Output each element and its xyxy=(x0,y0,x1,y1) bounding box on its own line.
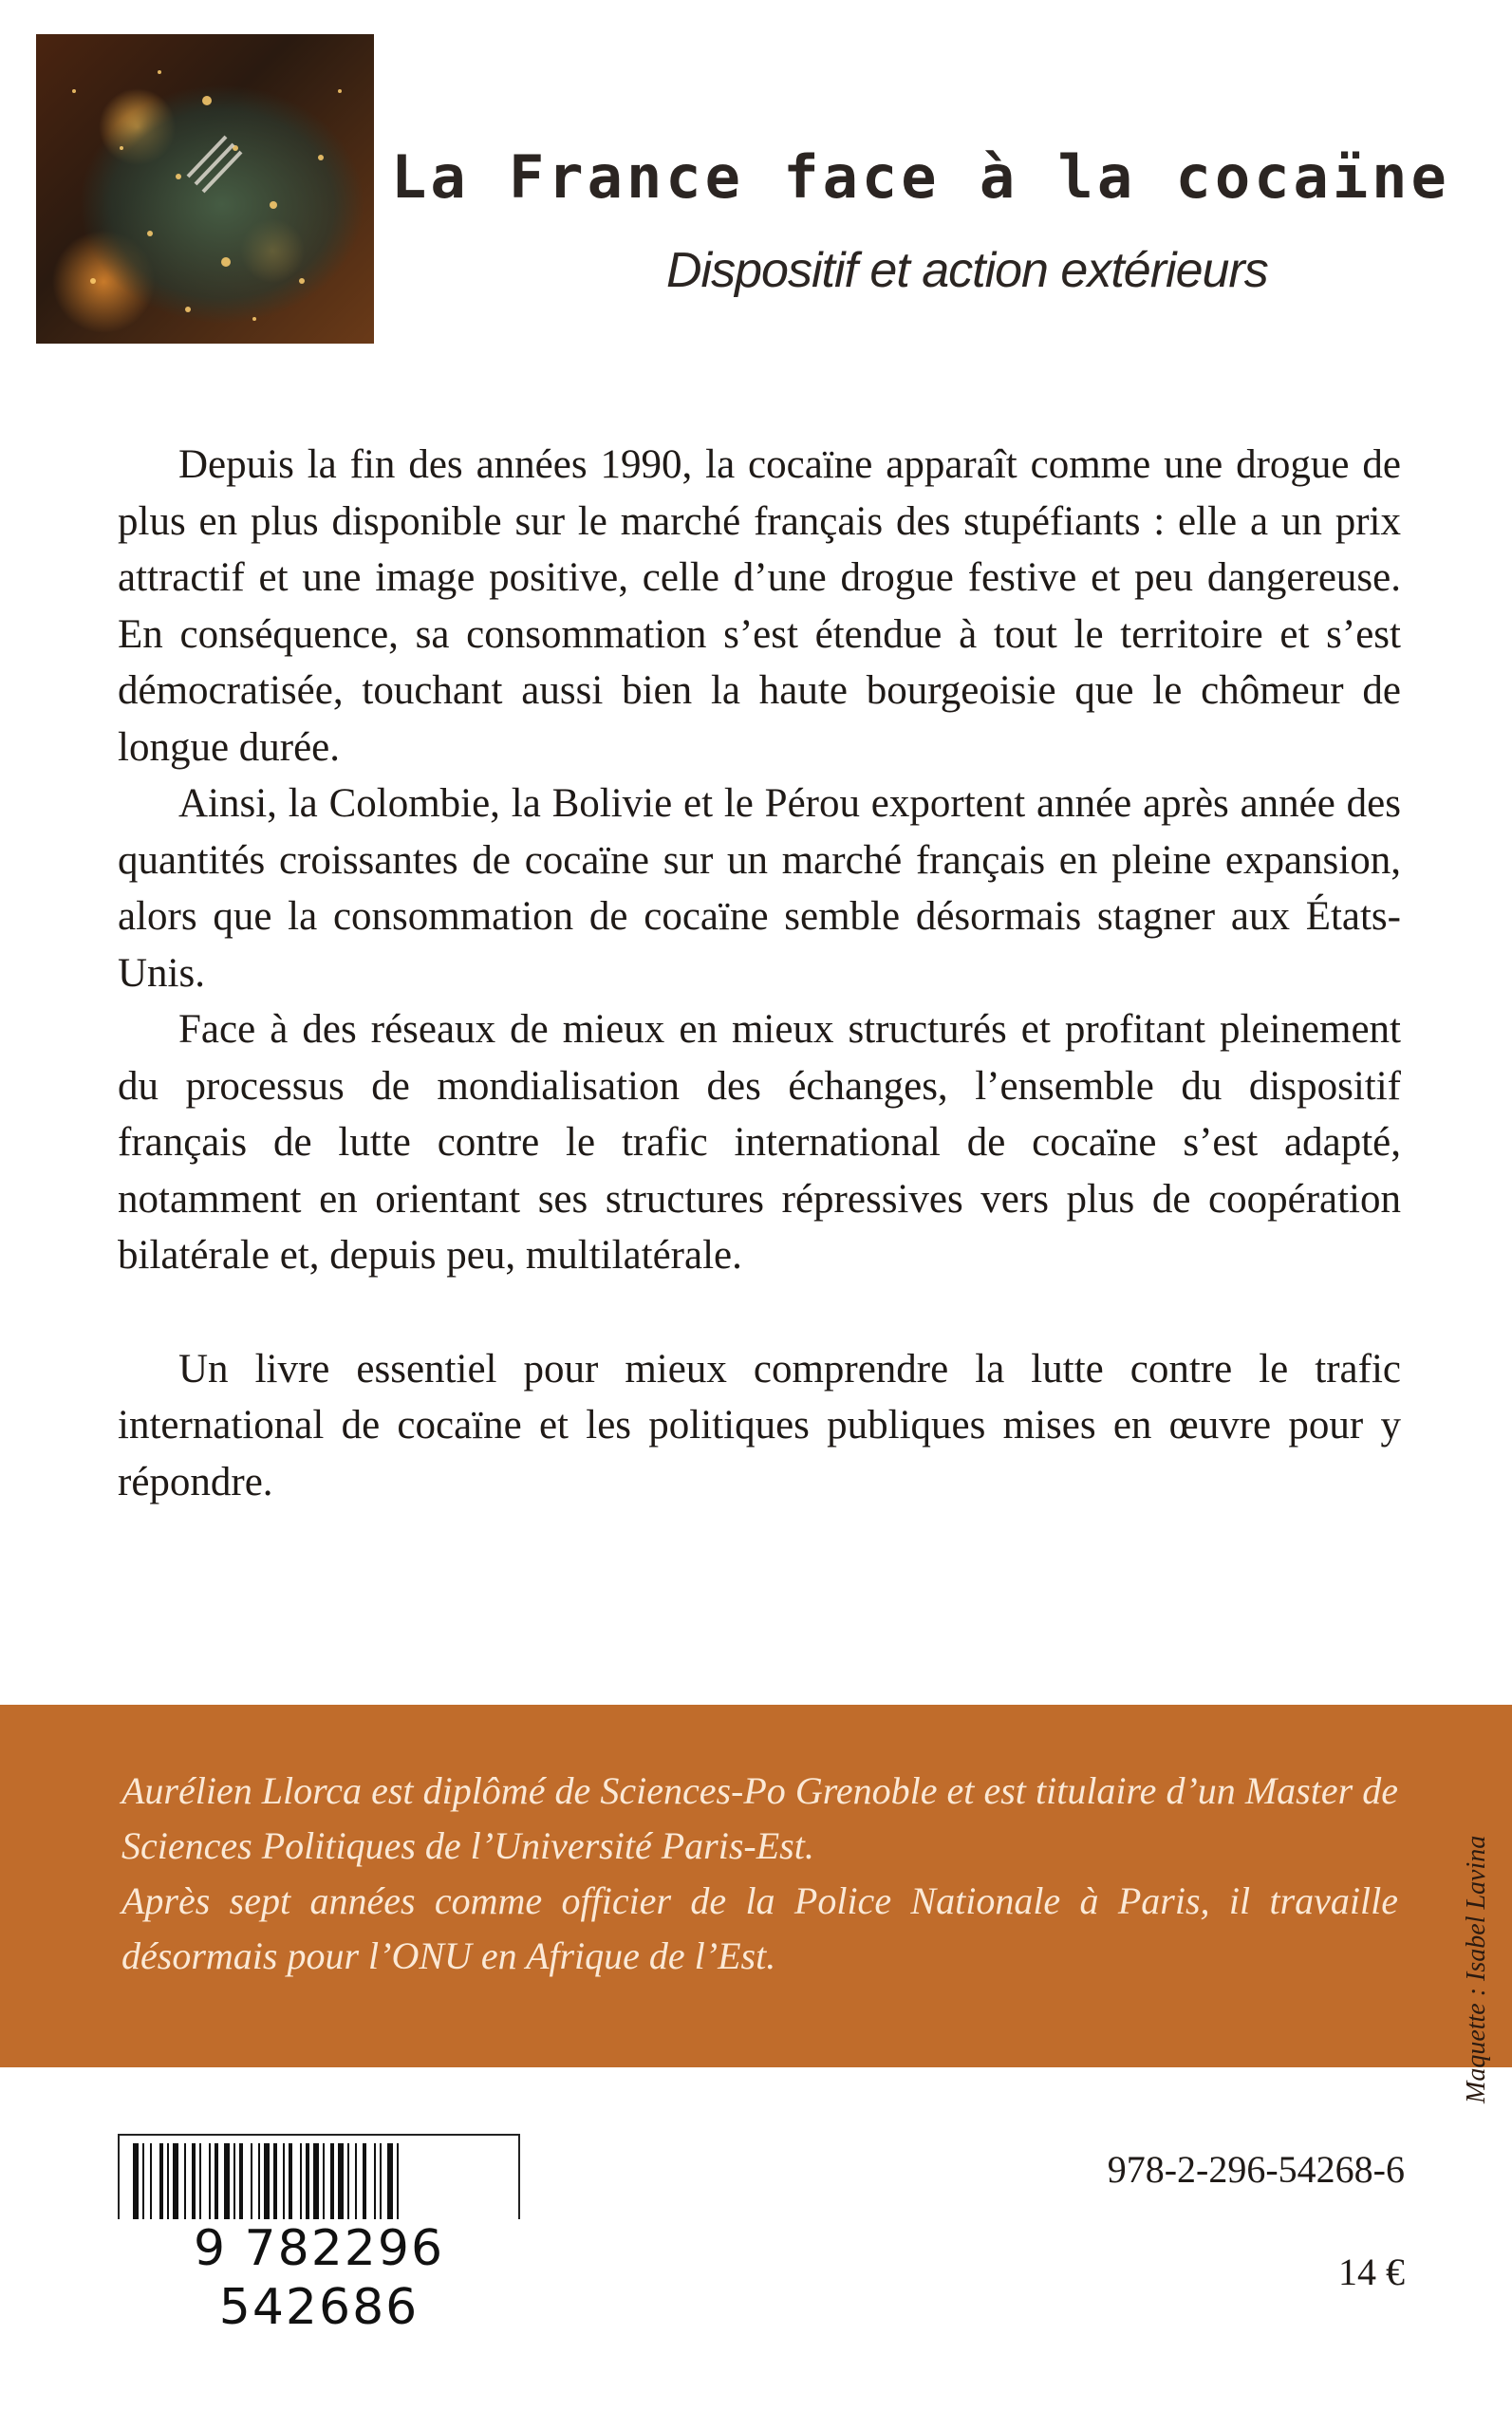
night-lights-overlay xyxy=(36,34,374,344)
blurb-paragraph: Ainsi, la Colombie, la Bolivie et le Pérou exportent année après année des quantités croissantes de cocaïne sur un marché français en pleine expansion, alors que la consommation de cocaïne semble désormais stagner aux États-Unis. xyxy=(118,781,1401,996)
price: 14 € xyxy=(1338,2251,1405,2293)
book-title: La France face à la cocaïne xyxy=(391,142,1450,212)
blurb-paragraph: Un livre essentiel pour mieux comprendre la lutte contre le trafic international de cocaïne et les politiques publiques mises en œuvre pour y répondre. xyxy=(118,1346,1401,1504)
design-credit: Maquette : Isabel Lavina xyxy=(1462,1835,1491,2103)
blurb-paragraph: Depuis la fin des années 1990, la cocaïne apparaît comme une drogue de plus en plus disponible sur le marché français des stupéfiants : elle a un prix attractif et une image positive, celle d’une drogue festive et peu dangereuse. En conséquence, sa consommation s’est étendue à tout le territoire et s’est démocratisée, touchant aussi bien la haute bourgeoisie que le chômeur de longue durée. xyxy=(118,442,1401,770)
cover-map-image xyxy=(36,34,374,344)
author-bio-line: Après sept années comme officier de la Police Nationale à Paris, il travaille désormais pour l’ONU en Afrique de l’Est. xyxy=(121,1879,1398,1977)
blurb xyxy=(118,437,1401,1510)
author-bio-line: Aurélien Llorca est diplômé de Sciences-Po Grenoble et est titulaire d’un Master de Sciences Politiques de l’Université Paris-Est. xyxy=(121,1769,1398,1867)
author-bio xyxy=(121,1764,1398,1984)
blurb-paragraph: Face à des réseaux de mieux en mieux structurés et profitant pleinement du processus de mondialisation des échanges, l’ensemble du dispositif français de lutte contre le trafic international de cocaïne s’est adapté, notamment en orientant ses structures répressives vers plus de coopération bilatérale et, depuis peu, multilatérale. xyxy=(118,1007,1401,1278)
book-subtitle: Dispositif et action extérieurs xyxy=(666,243,1268,298)
barcode-number: 9 782296 542686 xyxy=(118,2219,520,2337)
isbn: 978-2-296-54268-6 xyxy=(1107,2148,1405,2191)
author-band xyxy=(0,1705,1512,2103)
